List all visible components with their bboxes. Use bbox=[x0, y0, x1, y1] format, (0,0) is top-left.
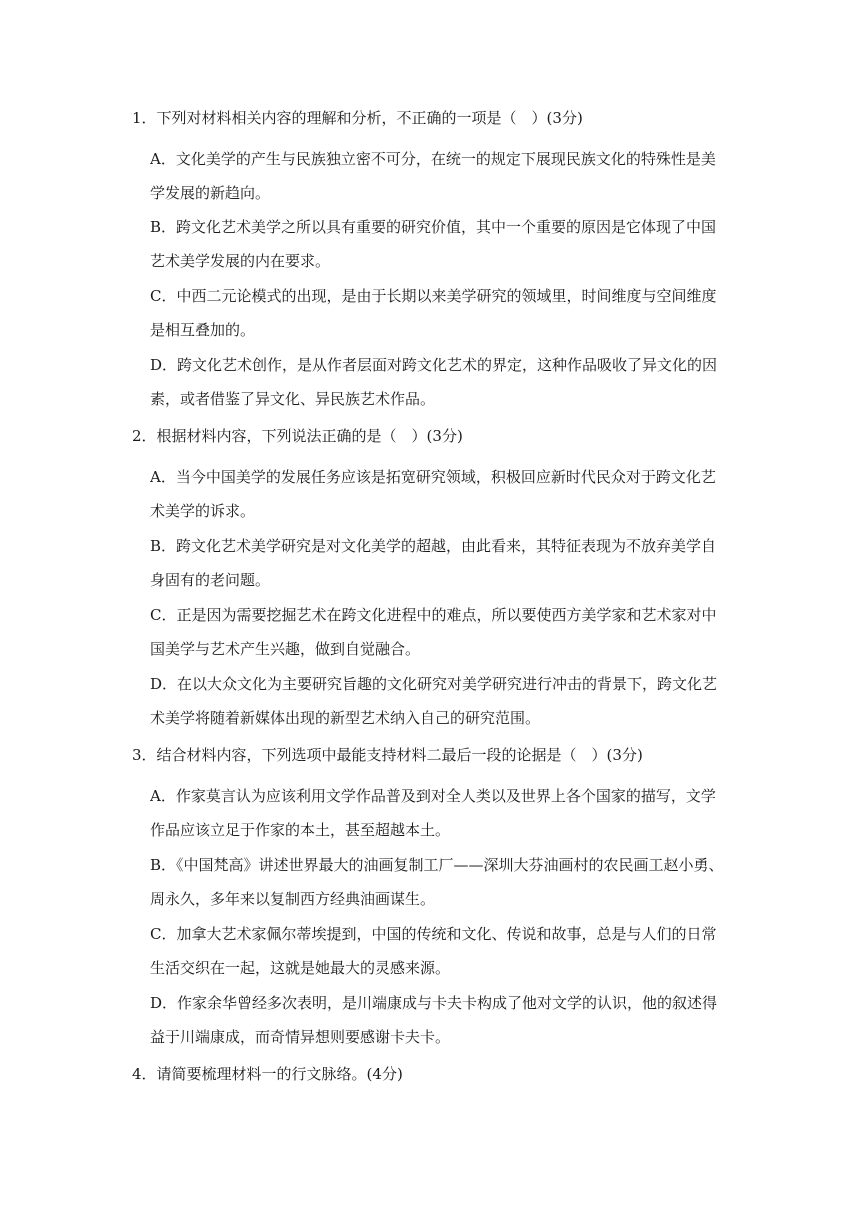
option-line: 国美学与艺术产生兴趣，做到自觉融合。 bbox=[150, 640, 421, 658]
option-line: D．跨文化艺术创作，是从作者层面对跨文化艺术的界定，这种作品吸收了异文化的因 bbox=[150, 356, 718, 374]
question-text: 请简要梳理材料一的行文脉络。(4分) bbox=[156, 1065, 403, 1083]
option-line: 周永久，多年来以复制西方经典油画谋生。 bbox=[150, 890, 436, 908]
question-number: 2． bbox=[132, 427, 157, 445]
option-line: 艺术美学发展的内在要求。 bbox=[150, 252, 331, 270]
question-2-stem bbox=[132, 426, 732, 446]
question-number: 4． bbox=[132, 1065, 157, 1083]
question-text: 下列对材料相关内容的理解和分析，不正确的一项是（ ）(3分) bbox=[156, 109, 583, 127]
question-3-stem bbox=[132, 745, 732, 765]
question-3-option-a bbox=[150, 779, 735, 847]
option-line: A．文化美学的产生与民族独立密不可分，在统一的规定下展现民族文化的特殊性是美 bbox=[150, 150, 716, 168]
option-line: 益于川端康成，而奇情异想则要感谢卡夫卡。 bbox=[150, 1028, 451, 1046]
question-3-option-c bbox=[150, 917, 735, 985]
question-2-option-a bbox=[150, 460, 735, 528]
question-2-option-b bbox=[150, 529, 735, 597]
option-line: B．跨文化艺术美学研究是对文化美学的超越，由此看来，其特征表现为不放弃美学自 bbox=[150, 537, 717, 555]
question-4-stem bbox=[132, 1064, 732, 1084]
question-2-option-c bbox=[150, 598, 735, 666]
question-2-option-d bbox=[150, 667, 735, 735]
option-line: D．作家余华曾经多次表明，是川端康成与卡夫卡构成了他对文学的认识，他的叙述得 bbox=[150, 994, 718, 1012]
option-line: B．《中国梵高》讲述世界最大的油画复制工厂——深圳大芬油画村的农民画工赵小勇、 bbox=[150, 856, 724, 874]
option-line: C．加拿大艺术家佩尔蒂埃提到，中国的传统和文化、传说和故事，总是与人们的日常 bbox=[150, 925, 717, 943]
option-line: 生活交织在一起，这就是她最大的灵感来源。 bbox=[150, 959, 451, 977]
question-3-option-b bbox=[150, 848, 735, 916]
option-line: 素，或者借鉴了异文化、异民族艺术作品。 bbox=[150, 390, 436, 408]
question-text: 结合材料内容，下列选项中最能支持材料二最后一段的论据是（ ）(3分) bbox=[156, 746, 643, 764]
question-3-option-d bbox=[150, 986, 735, 1054]
option-line: 术美学的诉求。 bbox=[150, 502, 256, 520]
option-line: 身固有的老问题。 bbox=[150, 571, 271, 589]
option-line: 是相互叠加的。 bbox=[150, 321, 256, 339]
question-text: 根据材料内容，下列说法正确的是（ ）(3分) bbox=[156, 427, 463, 445]
question-1-option-a bbox=[150, 142, 735, 210]
question-1-option-d bbox=[150, 348, 735, 416]
question-number: 3． bbox=[132, 746, 157, 764]
option-line: A．作家莫言认为应该利用文学作品普及到对全人类以及世界上各个国家的描写，文学 bbox=[150, 787, 716, 805]
option-line: C．正是因为需要挖掘艺术在跨文化进程中的难点，所以要使西方美学家和艺术家对中 bbox=[150, 606, 717, 624]
option-line: D．在以大众文化为主要研究旨趣的文化研究对美学研究进行冲击的背景下，跨文化艺 bbox=[150, 675, 718, 693]
option-line: C．中西二元论模式的出现，是由于长期以来美学研究的领域里，时间维度与空间维度 bbox=[150, 287, 717, 305]
question-1-option-b bbox=[150, 210, 735, 278]
option-line: 术美学将随着新媒体出现的新型艺术纳入自己的研究范围。 bbox=[150, 709, 541, 727]
option-line: 学发展的新趋向。 bbox=[150, 184, 271, 202]
option-line: B．跨文化艺术美学之所以具有重要的研究价值，其中一个重要的原因是它体现了中国 bbox=[150, 218, 717, 236]
option-line: 作品应该立足于作家的本土，甚至超越本土。 bbox=[150, 821, 451, 839]
question-1-option-c bbox=[150, 279, 735, 347]
question-number: 1． bbox=[132, 109, 157, 127]
question-1-stem bbox=[132, 108, 732, 128]
option-line: A．当今中国美学的发展任务应该是拓宽研究领域，积极回应新时代民众对于跨文化艺 bbox=[150, 468, 716, 486]
